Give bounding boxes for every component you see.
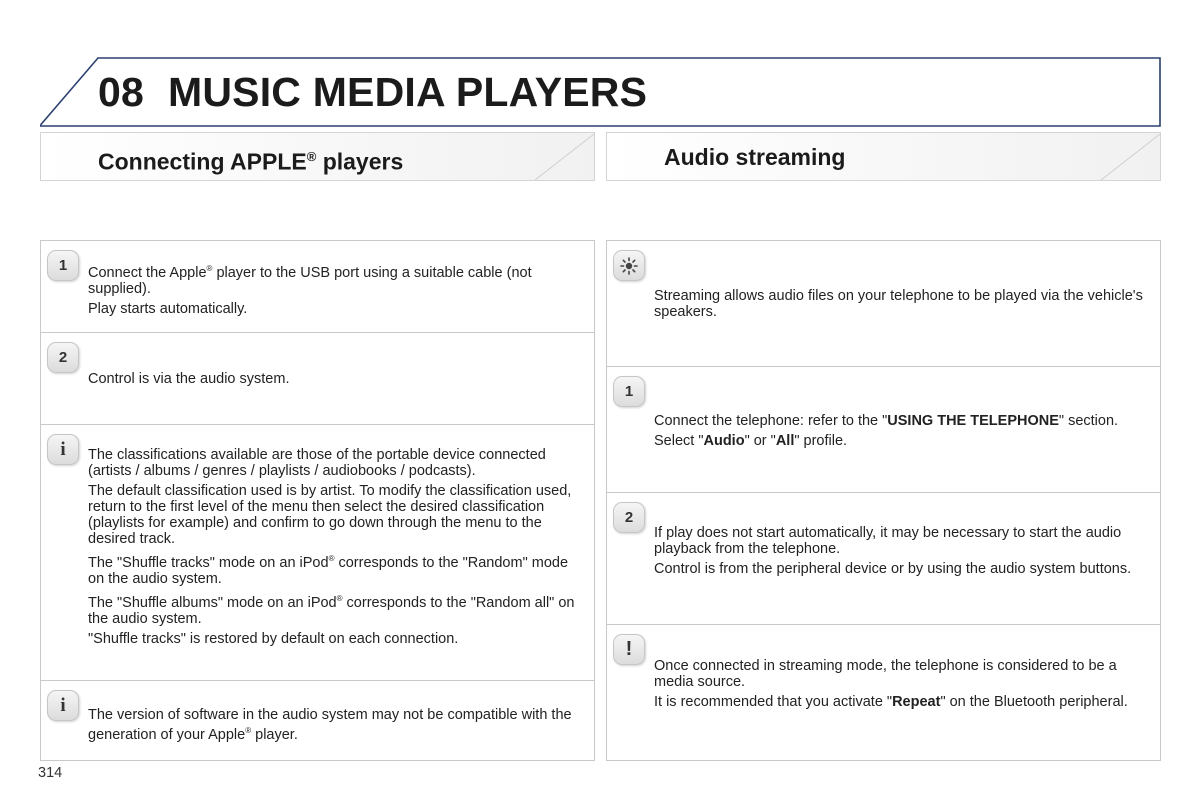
section-title-streaming: Audio streaming — [664, 144, 846, 170]
chapter-header — [40, 57, 1161, 127]
text-line: It is recommended that you activate "Repeat" on the Bluetooth peripheral. — [654, 694, 1128, 710]
cell-text — [88, 707, 582, 747]
cell-text — [88, 447, 582, 651]
text-line: Play starts automatically. — [88, 300, 248, 317]
text-line: The "Shuffle tracks" mode on an iPod® corresponds to the "Random" mode on the audio system. — [88, 554, 569, 587]
info-icon: i — [47, 434, 79, 465]
page-number: 314 — [38, 765, 63, 781]
step-2-badge: 2 — [47, 342, 79, 373]
text-line: Connect the Apple® player to the USB port using a suitable cable (not supplied). — [88, 264, 532, 297]
info-cell — [607, 367, 1160, 493]
chapter-title: MUSIC MEDIA PLAYERS — [168, 69, 648, 115]
text-line: The "Shuffle albums" mode on an iPod® corresponds to the "Random all" on the audio system. — [88, 593, 575, 627]
info-cell — [607, 625, 1160, 762]
cell-text — [654, 525, 1148, 581]
info-cell — [41, 333, 594, 425]
section-heading-streaming — [606, 132, 1161, 181]
info-cell — [41, 681, 594, 762]
chapter-number: 08 — [98, 69, 145, 115]
section-title-apple: Connecting APPLE® players — [98, 148, 404, 175]
info-cell — [41, 425, 594, 681]
text-line: The classifications available are those of the portable device connected (artists / albums / genres / playlists / audiobooks / podcasts). — [88, 447, 546, 479]
text-line: If play does not start automatically, it may be necessary to start the audio playback from the telephone. — [654, 525, 1122, 557]
text-line: The version of software in the audio system may not be compatible with the generation of your Apple® player. — [88, 707, 572, 743]
text-line: "Shuffle tracks" is restored by default on each connection. — [88, 630, 459, 647]
text-line: Once connected in streaming mode, the telephone is considered to be a media source. — [654, 658, 1117, 690]
info-icon: i — [47, 690, 79, 721]
cell-text — [88, 261, 582, 321]
section-heading-apple — [40, 132, 595, 181]
text-line: Select "Audio" or "All" profile. — [654, 433, 848, 449]
text-line: Connect the telephone: refer to the "USING THE TELEPHONE" section. — [654, 413, 1119, 429]
warning-exclamation-icon: ! — [613, 634, 645, 665]
cell-text — [88, 371, 582, 391]
info-cell — [607, 241, 1160, 367]
cell-text — [654, 288, 1148, 324]
step-2-badge: 2 — [613, 502, 645, 533]
text-line: The default classification used is by artist. To modify the classification used, return to the first level of the menu then select the desired classification (playlists for example) and confirm to go down through the menu to the desired track. — [88, 483, 572, 547]
text-line: Control is via the audio system. — [88, 371, 290, 387]
info-cell — [41, 241, 594, 333]
cell-text — [654, 413, 1148, 453]
step-1-badge: 1 — [47, 250, 79, 281]
text-line: Control is from the peripheral device or by using the audio system buttons. — [654, 561, 1132, 577]
tip-lightbulb-icon — [613, 250, 645, 281]
step-1-badge: 1 — [613, 376, 645, 407]
left-column — [40, 240, 595, 761]
text-line: Streaming allows audio files on your telephone to be played via the vehicle's speakers. — [654, 288, 1143, 320]
cell-text — [654, 658, 1148, 714]
right-column — [606, 240, 1161, 761]
info-cell — [607, 493, 1160, 625]
